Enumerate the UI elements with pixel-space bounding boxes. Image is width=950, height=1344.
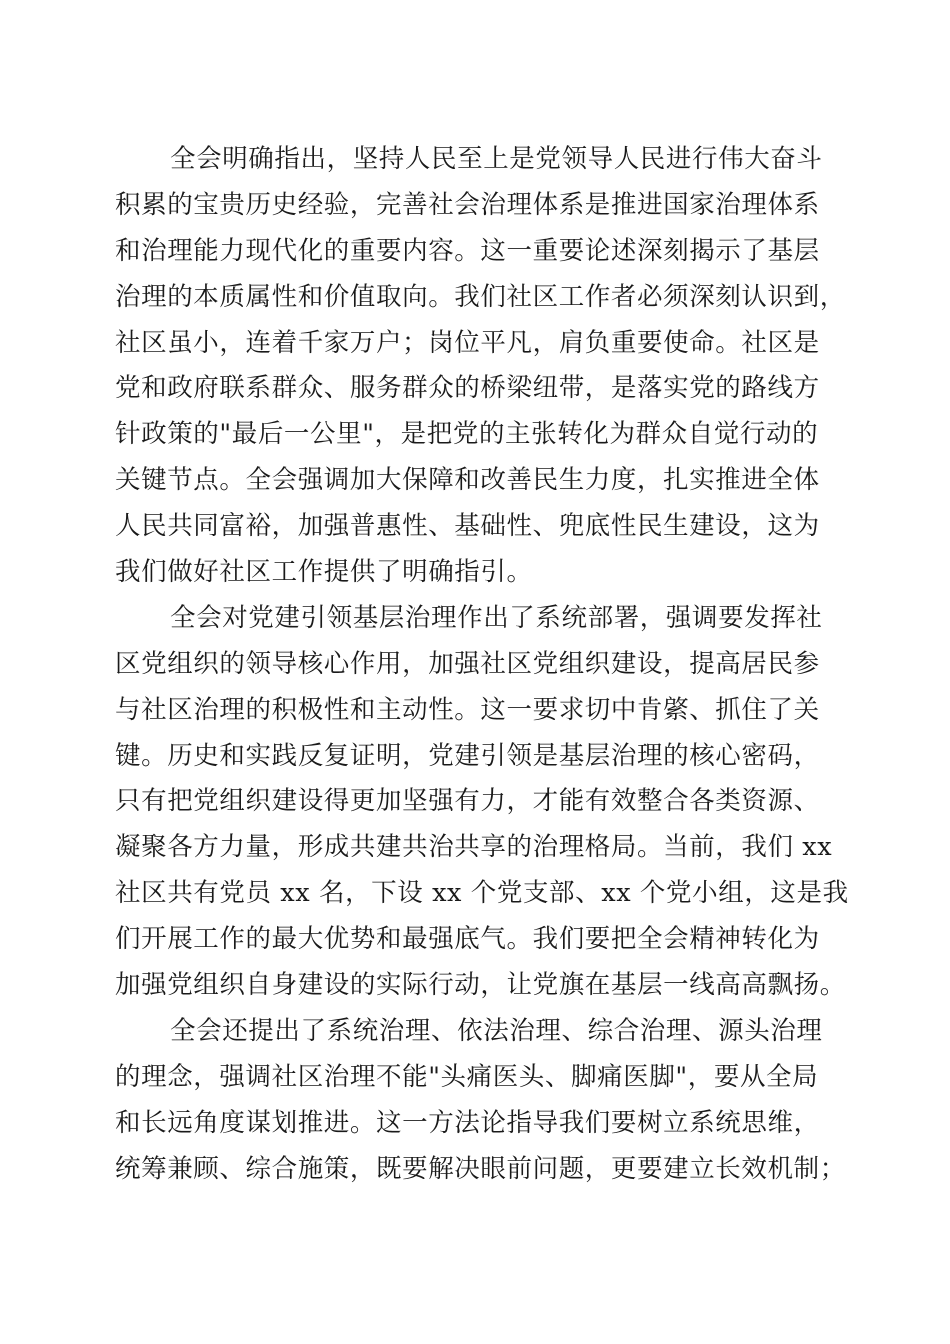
paragraph-2 [115,596,849,1009]
text-line: 的理念，强调社区治理不能"头痛医头、脚痛医脚"，要从全局 [115,1061,819,1092]
text-line: 针政策的"最后一公里"，是把党的主张转化为群众自觉行动的 [115,419,819,450]
text-line: 社区共有党员 xx 名，下设 xx 个党支部、xx 个党小组，这是我 [115,878,849,909]
text-line: 全会还提出了系统治理、依法治理、综合治理、源头治理 [170,1015,823,1046]
text-line: 键。历史和实践反复证明，党建引领是基层治理的核心密码， [115,740,820,771]
text-line: 治理的本质属性和价值取向。我们社区工作者必须深刻认识到， [115,281,846,312]
text-line: 人民共同富裕，加强普惠性、基础性、兜底性民生建设，这为 [115,511,820,542]
text-line: 加强党组织自身建设的实际行动，让党旗在基层一线高高飘扬。 [115,970,846,1001]
document-body [115,137,849,1192]
text-line: 和治理能力现代化的重要内容。这一重要论述深刻揭示了基层 [115,235,820,266]
text-line: 与社区治理的积极性和主动性。这一要求切中肯綮、抓住了关 [115,694,820,725]
text-line: 党和政府联系群众、服务群众的桥梁纽带，是落实党的路线方 [115,373,820,404]
text-line: 积累的宝贵历史经验，完善社会治理体系是推进国家治理体系 [115,189,820,220]
text-line: 全会明确指出，坚持人民至上是党领导人民进行伟大奋斗 [170,144,823,174]
text-line: 统筹兼顾、综合施策，既要解决眼前问题，更要建立长效机制； [115,1153,846,1184]
text-line: 区党组织的领导核心作用，加强社区党组织建设，提高居民参 [115,648,820,679]
paragraph-3 [115,1009,846,1193]
text-line: 们开展工作的最大优势和最强底气。我们要把全会精神转化为 [115,924,820,955]
text-line: 全会对党建引领基层治理作出了系统部署，强调要发挥社 [170,602,823,633]
text-line: 社区虽小，连着千家万户；岗位平凡，肩负重要使命。社区是 [115,327,820,358]
text-line: 关键节点。全会强调加大保障和改善民生力度，扎实推进全体 [115,465,820,496]
text-line: 凝聚各方力量，形成共建共治共享的治理格局。当前，我们 xx [115,832,833,863]
text-line: 我们做好社区工作提供了明确指引。 [115,557,533,588]
text-line: 和长远角度谋划推进。这一方法论指导我们要树立系统思维， [115,1107,820,1138]
text-line: 只有把党组织建设得更加坚强有力，才能有效整合各类资源、 [115,786,820,817]
paragraph-1 [115,137,846,596]
